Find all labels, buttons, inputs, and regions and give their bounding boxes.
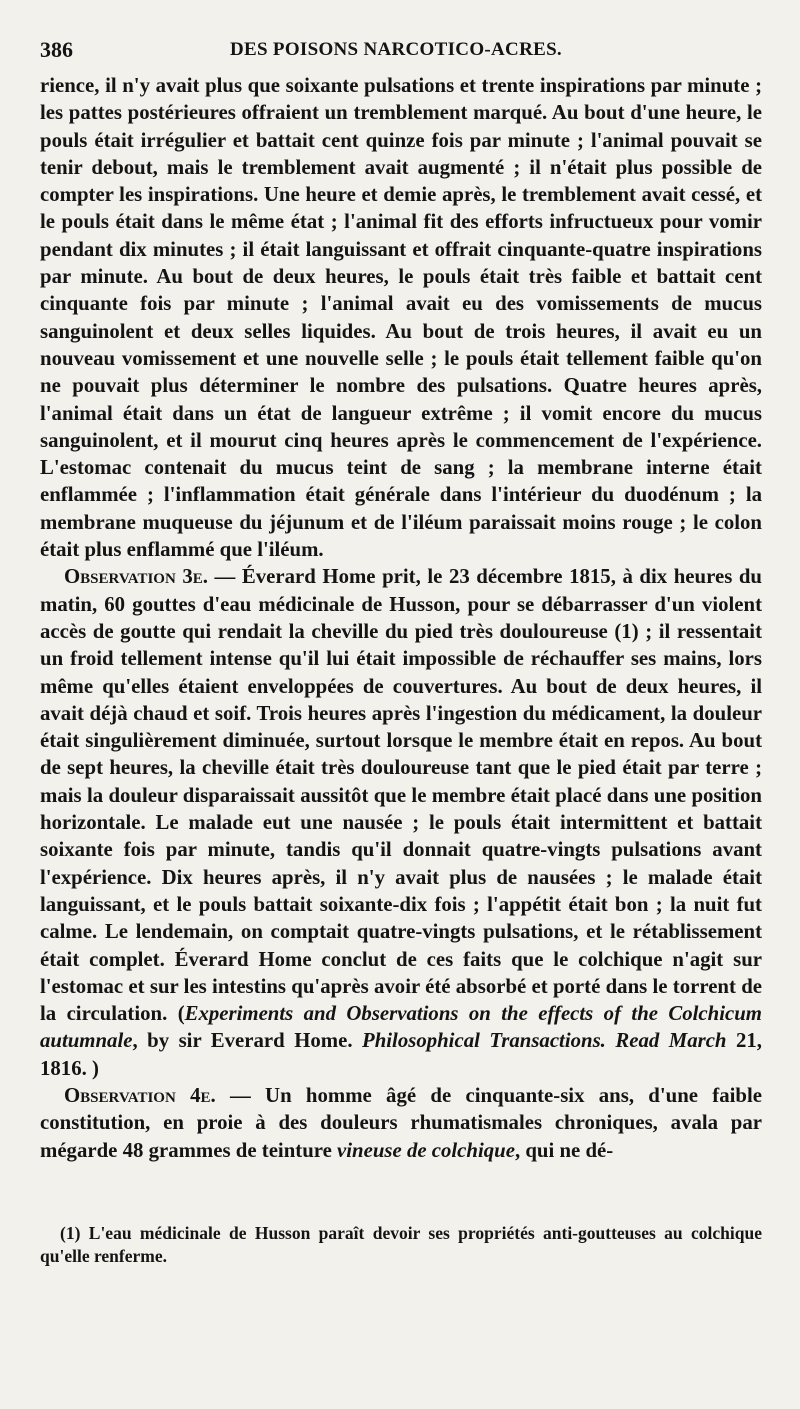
observation-3-label: Observation 3e. bbox=[64, 565, 208, 589]
page-header bbox=[40, 30, 762, 70]
footnote: (1) L'eau médicinale de Husson paraît devoir ses propriétés anti-goutteuses au colchique qu'elle renferme. bbox=[40, 1222, 762, 1266]
observation-4-label: Observation 4e. bbox=[64, 1083, 216, 1107]
book-page bbox=[40, 30, 762, 1390]
observation-4-text-a: — Un homme âgé de cinquante-six ans, d'une faible constitution, en proie à des douleurs rhumatismales chroniques, avala par mégarde 48 grammes de teinture bbox=[40, 1083, 762, 1162]
observation-4-italic: vineuse de colchique bbox=[337, 1138, 515, 1162]
observation-3-citation: Experiments and Observations on the effects of the Colchicum autumnale bbox=[40, 1002, 762, 1053]
observation-3-text-c: 21, 1816. ) bbox=[40, 1029, 762, 1080]
body-text bbox=[40, 72, 762, 1164]
page-number: 386 bbox=[40, 37, 73, 62]
paragraph-continuation: rience, il n'y avait plus que soixante pulsations et trente inspirations par minute ; les pattes postérieures offraient un tremblement marqué. Au bout d'une heure, le pouls était irrégulier et battait cent quinze fois par minute ; l'animal pouvait se tenir debout, mais le tremblement avait augmenté ; il n'était plus possible de compter les inspirations. Une heure et demie après, le tremblement avait cessé, et le pouls était dans le même état ; l'animal fit des efforts infructueux pour vomir pendant dix minutes ; il était languissant et offrait cinquante-quatre inspirations par minute. Au bout de deux heures, le pouls était très faible et battait cent cinquante fois par minute ; l'animal avait eu des vomissements de mucus sanguinolent et deux selles liquides. Au bout de trois heures, il avait eu un nouveau vomissement et une nouvelle selle ; le pouls était tellement faible qu'on ne pouvait plus déterminer le nombre des pulsations. Quatre heures après, l'animal était dans un état de langueur extrême ; il vomit encore du mucus sanguinolent, et il mourut cinq heures après le commencement de l'expérience. L'estomac contenait du mucus teint de sang ; la membrane interne était enflammée ; l'inflammation était générale dans l'intérieur du duodénum ; la membrane muqueuse du jéjunum et de l'iléum paraissait moins rouge ; le colon était plus enflammé que l'iléum. bbox=[40, 74, 762, 562]
observation-4-text-b: , qui ne dé- bbox=[514, 1138, 614, 1162]
paragraph-observation-4 bbox=[40, 1082, 762, 1164]
running-title: DES POISONS NARCOTICO-ACRES. bbox=[230, 39, 562, 60]
observation-3-text-a: — Éverard Home prit, le 23 décembre 1815, à dix heures du matin, 60 gouttes d'eau médicinale de Husson, pour se débarrasser d'un violent accès de goutte qui rendait la cheville du pied très douloureuse (1) ; il ressentait un froid tellement intense qu'il lui était impossible de réchauffer ses mains, lors même qu'elles étaient enveloppées de couvertures. Au bout de deux heures, il avait déjà chaud et soif. Trois heures après l'ingestion du médicament, la douleur était singulièrement diminuée, surtout lorsque le membre était en repos. Au bout de sept heures, la cheville était très douloureuse tant que le pied était par terre ; mais la douleur disparaissait aussitôt que le membre était placé dans une position horizontale. Le malade eut une nausée ; le pouls était intermittent et battait soixante fois par minute, tandis qu'il donnait quatre-vingts pulsations avant l'expérience. Dix heures après, il n'y avait plus de nausées ; le malade était languissant, et le pouls battait soixante-dix fois ; l'appétit était bon ; la nuit fut calme. Le lendemain, on comptait quatre-vingts pulsations, et le rétablissement était complet. Éverard Home conclut de ces faits que le colchique n'agit sur l'estomac et sur les intestins qu'après avoir été absorbé et porté dans le torrent de la circulation. ( bbox=[40, 565, 762, 1026]
observation-3-journal: Philosophical Transactions. Read March bbox=[362, 1029, 727, 1053]
paragraph-observation-3 bbox=[40, 563, 762, 1082]
observation-3-text-b: , by sir Everard Home. bbox=[132, 1029, 362, 1053]
